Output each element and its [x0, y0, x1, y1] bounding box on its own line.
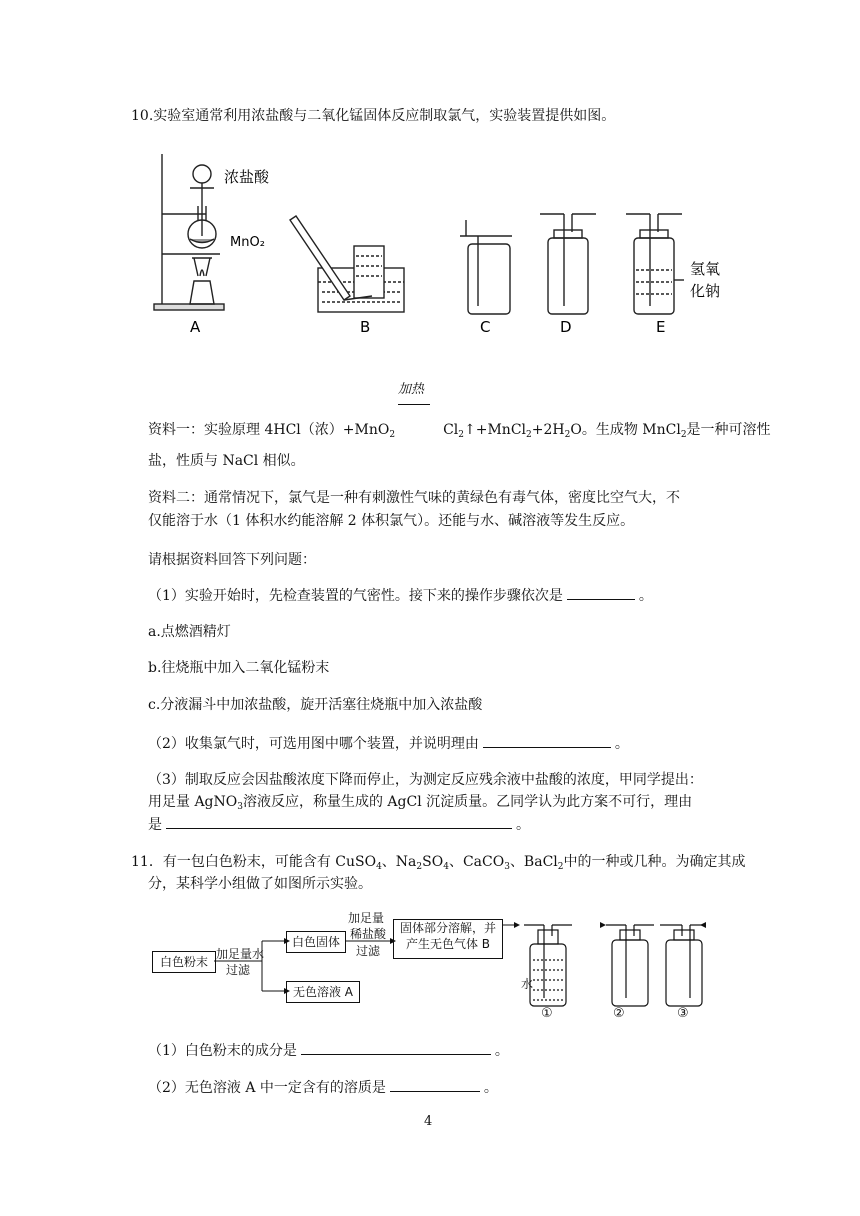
label-C: C — [480, 318, 491, 336]
box-solution-a: 无色溶液 A — [286, 981, 360, 1003]
label-bottle-2: ② — [613, 1006, 625, 1021]
step2-top-1: 加足量 — [348, 911, 385, 925]
label-bottle-1: ① — [541, 1006, 553, 1021]
reaction-arrow — [398, 404, 430, 405]
q10-sub-3-line-1: （3）制取反应会因盐酸浓度下降而停止，为测定反应残余液中盐酸的浓度，甲同学提出： — [148, 772, 703, 788]
step2-bottom: 过滤 — [356, 944, 381, 958]
page-number: 4 — [424, 1114, 433, 1129]
label-B: B — [360, 318, 371, 336]
step1-top: 加足量水 — [216, 947, 265, 961]
label-D: D — [560, 318, 572, 336]
box-white-powder: 白色粉末 — [152, 951, 216, 973]
q10-sub-2: （2）收集氯气时，可选用图中哪个装置，并说明理由 。 — [148, 733, 629, 754]
q10-sub-1: （1）实验开始时，先检查装置的气密性。接下来的操作步骤依次是 。 — [148, 585, 653, 606]
label-acid: 浓盐酸 — [224, 168, 270, 186]
option-a: a.点燃酒精灯 — [148, 624, 231, 640]
box-result: 固体部分溶解，并 产生无色气体 B — [393, 919, 503, 959]
step1-bottom: 过滤 — [226, 963, 251, 977]
q10-stem: 10.实验室通常利用浓盐酸与二氧化锰固体反应制取氯气，实验装置提供如图。 — [131, 108, 616, 124]
flow-connectors — [140, 900, 760, 1020]
heat-condition: 加热 — [398, 382, 425, 397]
material-2-line-2: 仅能溶于水（1 体积水约能溶解 2 体积氯气）。还能与水、碱溶液等发生反应。 — [148, 513, 635, 529]
label-water: 水 — [521, 977, 534, 991]
q11-stem-line-1: 11．有一包白色粉末，可能含有 CuSO$_4$、$Na_2SO_4$、CaCO$_3$、BaCl$_2$中的一种或几种。为确定其成 — [131, 854, 746, 872]
label-bottle-3: ③ — [677, 1006, 689, 1021]
label-mno2: MnO₂ — [230, 235, 265, 250]
label-E: E — [656, 318, 666, 336]
answer-blank-q11-2[interactable] — [390, 1077, 480, 1092]
material-1-line-2: 盐，性质与 NaCl 相似。 — [148, 453, 305, 469]
answer-blank-q10-1[interactable] — [567, 585, 635, 600]
q10-sub-3-line-2: 用足量 AgNO$_3$溶液反应，称量生成的 AgCl 沉淀质量。乙同学认为此方案不可行，理由 — [148, 794, 693, 812]
material-2-line-1: 资料二：通常情况下，氯气是一种有刺激性气味的黄绿色有毒气体，密度比空气大，不 — [148, 490, 680, 506]
q10-sub-3-line-3: 是 。 — [148, 814, 530, 835]
answer-blank-q10-3[interactable] — [166, 814, 512, 829]
apparatus-figure — [150, 146, 750, 346]
material-1-line-1: 资料一：实验原理 4HCl（浓）+MnO$_2$ $Cl_2↑+MnCl_2+2H_2O$。生成物 MnCl$_2$是一种可溶性 — [148, 422, 771, 440]
q11-sub-2: （2）无色溶液 A 中一定含有的溶质是 。 — [148, 1077, 498, 1098]
box-white-solid: 白色固体 — [286, 931, 346, 953]
label-A: A — [190, 318, 201, 336]
label-naoh-2: 化钠 — [690, 282, 721, 300]
q11-sub-1: （1）白色粉末的成分是 。 — [148, 1040, 509, 1061]
answer-blank-q10-2[interactable] — [483, 733, 611, 748]
label-naoh-1: 氢氧 — [690, 260, 721, 278]
step2-top-2: 稀盐酸 — [350, 927, 387, 941]
prompt: 请根据资料回答下列问题： — [148, 552, 316, 568]
answer-blank-q11-1[interactable] — [301, 1040, 491, 1055]
option-b: b.往烧瓶中加入二氧化锰粉末 — [148, 660, 330, 676]
q11-stem-line-2: 分，某科学小组做了如图所示实验。 — [148, 876, 372, 892]
option-c: c.分液漏斗中加浓盐酸，旋开活塞往烧瓶中加入浓盐酸 — [148, 697, 483, 713]
